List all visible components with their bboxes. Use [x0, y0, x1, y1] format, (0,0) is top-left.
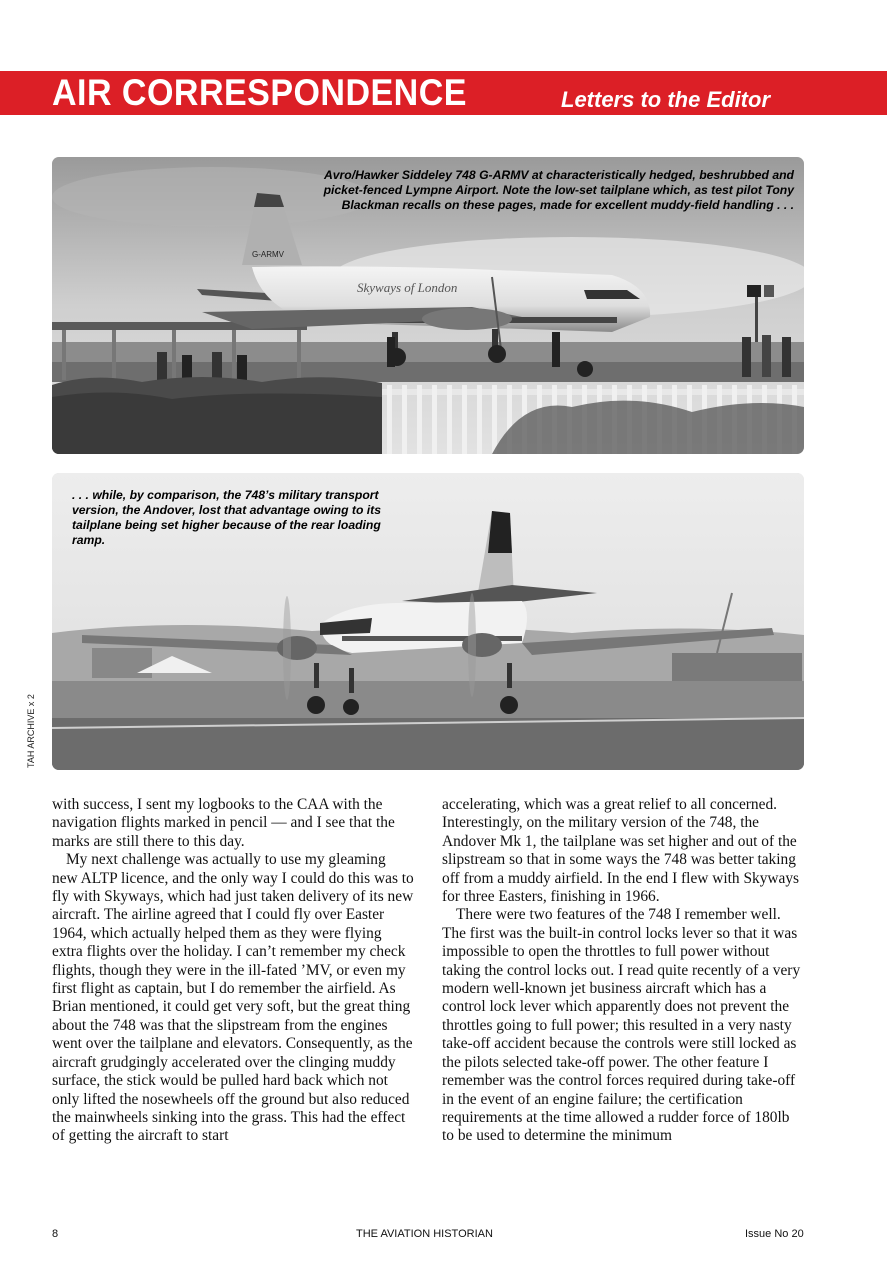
col1-paragraph-2: My next challenge was actually to use my gleaming new ALTP licence, and the only way I could do this was to fly with Skyways, which had just taken delivery of its new aircraft. The airline agreed that I could fly over Easter 1964, which actually helped them as they were flying extra flights over the holiday. I can’t remember my check flights, though they were in the ill-fated ’MV, or even my first flight as captain, but I do remember the airfield. As Brian mentioned, it could get very soft, but the great thing about the 748 was that the slipstream from the engines went over the tailplane and elevators. Consequently, as the aircraft grudgingly accelerated over the clinging muddy surface, the stick would be pulled hard back which not only lifted the nosewheels off the ground but also reduced the mainwheels sinking into the grass. This had the effect of getting the aircraft to start [52, 851, 414, 1145]
section-title: AIR CORRESPONDENCE [52, 72, 467, 113]
photo-caption-2: . . . while, by comparison, the 748’s military transport version, the Andover, lost that advantage owing to its tailplane being set higher because of the rear loading ramp. [72, 488, 382, 547]
page-number: 8 [52, 1228, 59, 1240]
photo-credit: TAH ARCHIVE x 2 [26, 694, 36, 768]
section-subtitle: Letters to the Editor [561, 87, 771, 112]
article-column-1 [52, 796, 414, 1146]
col1-paragraph-1: with success, I sent my logbooks to the CAA with the navigation flights marked in pencil — and I see that the marks are still there to this day. [52, 796, 395, 850]
article-column-2 [442, 796, 804, 1146]
issue-number: Issue No 20 [745, 1228, 804, 1240]
fuselage-livery-text: Skyways of London [357, 280, 458, 295]
magazine-name: THE AVIATION HISTORIAN [356, 1228, 493, 1240]
photo-caption-1: Avro/Hawker Siddeley 748 G-ARMV at characteristically hedged, beshrubbed and picket-fenced Lympne Airport. Note the low-set tailplane which, as test pilot Tony Blackman recalls on these pages, made for excellent muddy-field handling . . . [323, 168, 794, 212]
tail-registration: G-ARMV [252, 250, 284, 259]
col2-paragraph-1: accelerating, which was a great relief to all concerned. Interestingly, on the military version of the 748, the Andover Mk 1, the tailplane was set higher and out of the slipstream so that in some ways the 748 was better taking off from a muddy airfield. In the end I flew with Skyways for three Easters, finishing in 1966. [442, 796, 800, 906]
col2-paragraph-2: There were two features of the 748 I remember well. The first was the built-in control locks lever so that it was impossible to open the throttles to full power without taking the control locks out. I read quite recently of a very modern well-known jet business aircraft which has a control lock lever which apparently does not prevent the throttles going to full power; this resulted in a very nasty take-off accident because the controls were still locked as the pilots selected take-off power. The other feature I remember was the control forces required during take-off in the event of an engine failure; the certification requirements at the time allowed a rudder force of 180lb to be used to determine the minimum [442, 906, 801, 1145]
